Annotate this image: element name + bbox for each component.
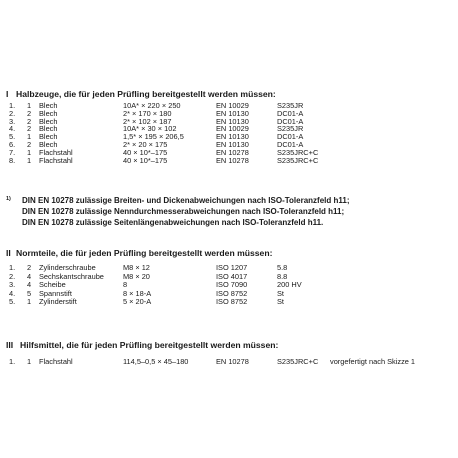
row-quantity: 2 <box>27 116 32 126</box>
row-designation: Flachstahl <box>39 147 73 157</box>
section-1-title: Halbzeuge, die für jeden Prüfling bereitgestellt werden müssen: <box>16 89 276 99</box>
row-material: S235JR <box>277 124 304 134</box>
section-1-heading <box>6 89 276 99</box>
row-designation: Zylinderstift <box>39 297 77 307</box>
row-designation: Blech <box>39 140 58 149</box>
row-dimensions: 8 <box>123 280 128 290</box>
row-quantity: 2 <box>27 108 32 118</box>
row-designation: Blech <box>39 108 58 118</box>
row-designation: Sechskantschraube <box>39 271 104 281</box>
row-designation: Spannstift <box>39 288 72 298</box>
row-designation: Zylinderschraube <box>39 263 96 272</box>
row-dimensions: 10A* × 220 × 250 <box>123 101 181 110</box>
note-line: DIN EN 10278 zulässige Breiten- und Dickenabweichungen nach ISO-Toleranzfeld h11; <box>22 196 350 205</box>
row-standard: ISO 4017 <box>216 271 248 281</box>
row-dimensions: 40 × 10*–175 <box>123 155 168 165</box>
row-material: 8.8 <box>277 271 288 281</box>
row-material: St <box>277 288 284 298</box>
row-standard: EN 10029 <box>216 101 249 110</box>
note-line: DIN EN 10278 zulässige Nenndurchmesserabweichungen nach ISO-Toleranzfeld h11; <box>22 207 345 216</box>
row-position: 3. <box>9 280 16 290</box>
row-material: 5.8 <box>277 263 288 272</box>
row-dimensions: 2* × 20 × 175 <box>123 140 168 149</box>
row-material: DC01-A <box>277 132 304 142</box>
row-dimensions: 10A* × 30 × 102 <box>123 124 177 134</box>
row-standard: EN 10278 <box>216 155 249 165</box>
row-dimensions: 114,5–0,5 × 45–180 <box>123 357 189 366</box>
row-position: 4. <box>9 124 16 134</box>
row-quantity: 1 <box>27 132 32 142</box>
row-position: 8. <box>9 155 16 165</box>
row-material: S235JRC+C <box>277 147 319 157</box>
row-material: DC01-A <box>277 108 304 118</box>
row-quantity: 5 <box>27 288 32 298</box>
row-material: S235JRC+C <box>277 155 319 165</box>
row-quantity: 2 <box>27 263 32 272</box>
row-dimensions: 2* × 170 × 180 <box>123 108 172 118</box>
row-material: S235JRC+C <box>277 357 319 366</box>
row-standard: EN 10029 <box>216 124 249 134</box>
row-quantity: 4 <box>27 271 32 281</box>
row-position: 5. <box>9 297 16 307</box>
section-1-numeral: I <box>6 89 9 99</box>
row-material: DC01-A <box>277 140 304 149</box>
row-dimensions: M8 × 12 <box>123 263 150 272</box>
row-designation: Blech <box>39 124 58 134</box>
row-standard: EN 10278 <box>216 357 249 366</box>
row-position: 7. <box>9 147 16 157</box>
row-designation: Flachstahl <box>39 357 73 366</box>
row-position: 3. <box>9 116 16 126</box>
row-quantity: 1 <box>27 155 32 165</box>
section-3-numeral: III <box>6 340 14 350</box>
row-standard: EN 10130 <box>216 140 249 149</box>
row-dimensions: 5 × 20-A <box>123 297 152 307</box>
row-standard: EN 10130 <box>216 116 249 126</box>
row-position: 2. <box>9 108 16 118</box>
row-dimensions: M8 × 20 <box>123 271 150 281</box>
row-quantity: 2 <box>27 124 32 134</box>
row-material: 200 HV <box>277 280 302 290</box>
row-quantity: 1 <box>27 357 32 366</box>
section-2-heading <box>6 248 272 258</box>
note-line: DIN EN 10278 zulässige Seitenlängenabweichungen nach ISO-Toleranzfeld h11. <box>22 218 324 227</box>
row-position: 4. <box>9 288 16 298</box>
row-standard: ISO 8752 <box>216 288 248 298</box>
row-quantity: 1 <box>27 101 32 110</box>
row-dimensions: 1,5* × 195 × 206,5 <box>123 132 184 142</box>
row-dimensions: 2* × 102 × 187 <box>123 116 172 126</box>
row-dimensions: 40 × 10*–175 <box>123 147 168 157</box>
row-standard: EN 10130 <box>216 132 249 142</box>
row-designation: Blech <box>39 132 58 142</box>
row-standard: EN 10278 <box>216 147 249 157</box>
row-position: 1. <box>9 263 16 272</box>
footnote-mark: 1) <box>6 196 11 202</box>
row-position: 5. <box>9 132 16 142</box>
row-designation: Flachstahl <box>39 155 73 165</box>
row-quantity: 1 <box>27 297 32 307</box>
section-2-title: Normteile, die für jeden Prüfling bereitgestellt werden müssen: <box>16 248 273 258</box>
row-standard: EN 10130 <box>216 108 249 118</box>
tolerance-notes <box>6 196 456 232</box>
row-material: DC01-A <box>277 116 304 126</box>
row-position: 2. <box>9 271 16 281</box>
row-standard: ISO 8752 <box>216 297 248 307</box>
row-material: St <box>277 297 284 307</box>
row-position: 1. <box>9 101 16 110</box>
row-standard: ISO 1207 <box>216 263 248 272</box>
row-designation: Scheibe <box>39 280 66 290</box>
row-standard: ISO 7090 <box>216 280 248 290</box>
row-position: 6. <box>9 140 16 149</box>
row-position: 1. <box>9 357 16 366</box>
row-material: S235JR <box>277 101 304 110</box>
section-2-numeral: II <box>6 248 11 258</box>
row-designation: Blech <box>39 116 58 126</box>
row-remark: vorgefertigt nach Skizze 1 <box>330 357 416 366</box>
row-designation: Blech <box>39 101 58 110</box>
row-dimensions: 8 × 18-A <box>123 288 152 298</box>
row-quantity: 4 <box>27 280 32 290</box>
section-3-title: Hilfsmittel, die für jeden Prüfling bereitgestellt werden müssen: <box>20 340 279 350</box>
row-quantity: 2 <box>27 140 32 149</box>
section-3-heading <box>6 340 278 350</box>
row-quantity: 1 <box>27 147 32 157</box>
